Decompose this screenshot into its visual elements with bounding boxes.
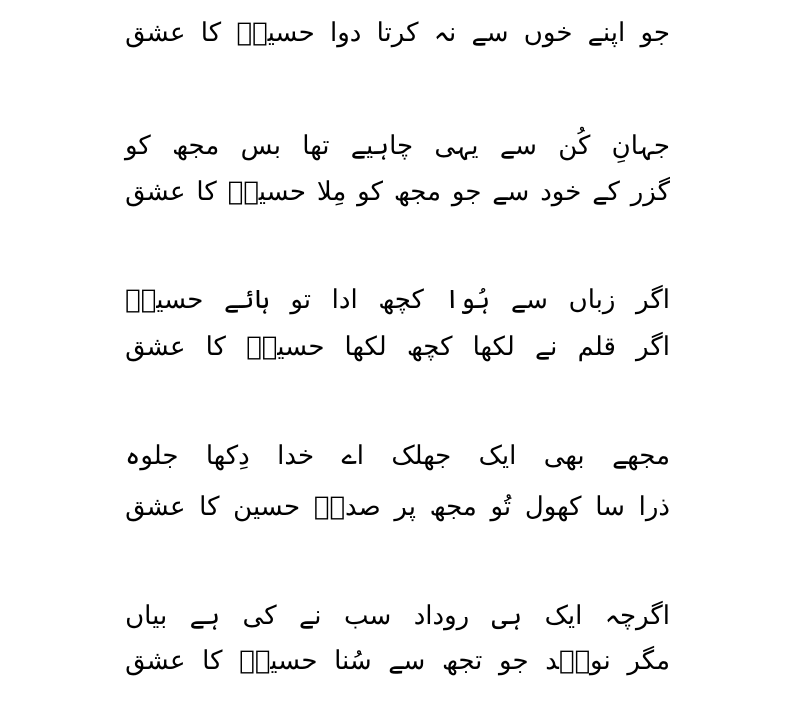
poem-word: عشق — [125, 492, 186, 522]
poem-word: حسینؑ — [227, 177, 306, 207]
poem-word: حسینؑ — [125, 285, 204, 315]
poem-word: دِکھا — [205, 441, 250, 471]
poem-word: بیاں — [125, 601, 168, 631]
poem-word: کچھ — [378, 285, 424, 315]
poem-word: بھی — [543, 441, 585, 471]
poem-line-9 — [125, 641, 670, 681]
poem-word: روداد — [413, 601, 470, 631]
poem-word: جھلک — [391, 441, 452, 471]
poem-word: زباں — [568, 285, 616, 315]
poem-word: اگر — [636, 285, 670, 315]
poem-word: کا — [205, 332, 226, 362]
poem-word: سے — [388, 646, 426, 676]
poem-word: حسینؑ — [246, 332, 325, 362]
poem-word: کا — [199, 492, 220, 522]
poem-word: کا — [200, 18, 222, 48]
poem-word: اگر — [636, 332, 670, 362]
poem-word: سے — [492, 177, 530, 207]
poem-word: کُن — [558, 131, 591, 161]
poem-word: ہُوا — [444, 285, 491, 315]
poem-word: کرتا — [376, 18, 419, 48]
poem-word: نویؔد — [545, 646, 611, 676]
poem-word: قلم — [577, 332, 616, 362]
poem-word: جہانِ — [611, 131, 670, 161]
poem-word: مجھ — [172, 131, 220, 161]
poem-word: ذرا — [638, 492, 670, 522]
poem-word: گزر — [630, 177, 670, 207]
poem-word: ایک — [544, 601, 583, 631]
poem-line-7 — [125, 487, 670, 527]
poem-line-5 — [125, 327, 670, 367]
poem-word: عشق — [125, 332, 186, 362]
poem-word: کو — [125, 131, 151, 161]
poem-word: کا — [196, 177, 217, 207]
poem-word: مِلا — [316, 177, 347, 207]
poem-word: کا — [202, 646, 223, 676]
poem-word: جو — [640, 18, 670, 48]
poem-word: تو — [290, 285, 312, 315]
poem-word: تھا — [302, 131, 330, 161]
poem-word: عشق — [125, 177, 186, 207]
poem-word: صداؔ — [313, 492, 381, 522]
poem-word: اگرچہ — [604, 601, 670, 631]
poem-word: اپنے — [587, 18, 626, 48]
poem-word: ہی — [491, 601, 523, 631]
poem-word: نہ — [433, 18, 457, 48]
poem-word: حسینؑ — [239, 646, 318, 676]
poem-word: تجھ — [441, 646, 483, 676]
poem-word: مجھ — [393, 177, 441, 207]
poem-word: سب — [343, 601, 392, 631]
poem-word: سے — [510, 285, 548, 315]
poem-word: ہائے — [224, 285, 270, 315]
poem-word: یہی — [434, 131, 479, 161]
poem-word: کو — [357, 177, 383, 207]
poem-line-8 — [125, 596, 670, 636]
poem-word: لکھا — [344, 332, 387, 362]
poem-word: ہے — [189, 601, 221, 631]
poem-word: حسینؑ — [236, 18, 315, 48]
poem-word: پر — [394, 492, 416, 522]
poem-word: سُنا — [334, 646, 372, 676]
poem-word: جو — [499, 646, 529, 676]
poem-word: کے — [592, 177, 620, 207]
poem-word: بس — [240, 131, 281, 161]
poem-container — [125, 0, 670, 706]
poem-word: دوا — [329, 18, 362, 48]
poem-word: سے — [471, 18, 509, 48]
poem-word: ایک — [478, 441, 517, 471]
poem-word: سے — [499, 131, 537, 161]
poem-line-3 — [125, 172, 670, 212]
poem-line-1 — [125, 13, 670, 53]
poem-word: نے — [534, 332, 558, 362]
poem-word: عشق — [125, 18, 186, 48]
poem-line-6 — [125, 436, 670, 476]
poem-line-4 — [125, 280, 670, 320]
poem-word: کچھ — [406, 332, 453, 362]
poem-word: نے — [299, 601, 322, 631]
poem-word: خوں — [523, 18, 573, 48]
poem-word: لکھا — [472, 332, 515, 362]
poem-line-2 — [125, 126, 670, 166]
poem-word: کھول — [524, 492, 582, 522]
poem-word: خود — [540, 177, 582, 207]
poem-word: تُو — [490, 492, 512, 522]
poem-word: حسین — [233, 492, 301, 522]
poem-word: سا — [595, 492, 625, 522]
poem-word: جلوہ — [125, 441, 179, 471]
poem-word: چاہیے — [350, 131, 414, 161]
poem-word: جو — [451, 177, 482, 207]
poem-word: عشق — [125, 646, 186, 676]
poem-word: مجھے — [612, 441, 670, 471]
poem-word: مگر — [627, 646, 670, 676]
poem-word: خدا — [277, 441, 315, 471]
poem-word: مجھ — [429, 492, 477, 522]
poem-word: اے — [341, 441, 364, 471]
poem-word: کی — [242, 601, 277, 631]
poem-word: ادا — [331, 285, 358, 315]
